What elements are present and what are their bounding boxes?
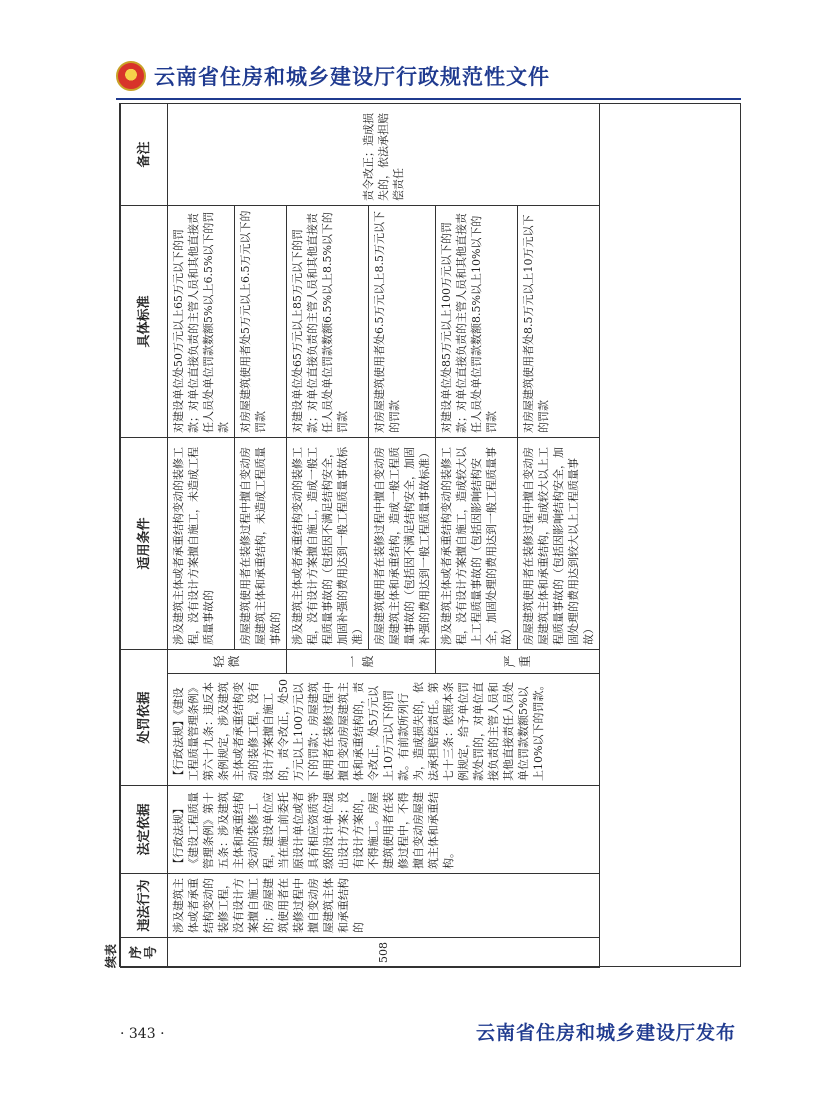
national-emblem-icon [116,61,146,91]
header-divider [116,98,741,100]
row-remark: 责令改正；造成损失的，依法承担赔偿责任 [168,103,600,205]
page-number: · 343 · [120,1026,165,1042]
level-minor: 轻微 [168,649,287,673]
header-title: 云南省住房和城乡建设厅行政规范性文件 [154,65,550,89]
standard-minor-1: 对建设单位处50万元以上65万元以下的罚款；对单位直接负责的主管人员和其他直接责任人员处单位罚款数额5%以上6.5%以下的罚款 [168,205,235,437]
col-remark: 备注 [121,103,168,205]
standard-serious-1: 对建设单位处85万元以上100万元以下的罚款；对单位直接负责的主管人员和其他直接责任人员处单位罚款数额8.5%以上10%以下的罚款 [436,205,518,437]
condition-serious-2: 房屋建筑使用者在装修过程中擅自变动房屋建筑主体和承重结构，造成较大以上工程质量事故的（包括因影响结构安全，加固处理的费用达到较大以上工程质量事故） [518,437,600,649]
standard-general-1: 对建设单位处65万元以上85万元以下的罚款；对单位直接负责的主管人员和其他直接责任人员处单位罚款数额6.5%以上8.5%以下的罚款 [287,205,369,437]
row-legal-basis: 【行政法规】《建设工程质量管理条例》第十五条：涉及建筑主体和承重结构变动的装修工程，建设单位应当在施工前委托原设计单位或者具有相应资质等级的设计单位提出设计方案；没有设计方案的，不得施工。房屋建筑使用者在装修过程中，不得擅自变动房屋建筑主体和承重结构。 [168,786,600,874]
publisher: 云南省住房和城乡建设厅发布 [475,1022,736,1044]
rotated-table-frame [104,103,741,968]
penalty-table [120,103,600,968]
col-seq: 序号 [121,938,168,968]
level-general: 一般 [287,649,436,673]
col-violation: 违法行为 [121,874,168,938]
row-seq: 508 [168,938,600,968]
rotated-page-content [104,104,742,968]
row-penalty-basis: 【行政法规】《建设工程质量管理条例》第六十九条：违反本条例规定，涉及建筑主体或者承重结构变动的装修工程，没有设计方案擅自施工的，责令改正，处50万元以上100万元以下的罚款；房屋建筑使用者在装修过程中擅自变动房屋建筑主体和承重结构的，责令改正，处5万元以上10万元以下的罚款。有前款所列行为，造成损失的，依法承担赔偿责任。第七十三条：依照本条例规定，给予单位罚款处罚的，对单位直接负责的主管人员和其他直接责任人员处单位罚款数额5%以上10%以下的罚款。 [168,674,600,786]
col-legal-basis: 法定依据 [121,786,168,874]
standard-minor-2: 对房屋建筑使用者处5万元以上6.5万元以下的罚款 [235,205,287,437]
condition-general-1: 涉及建筑主体或者承重结构变动的装修工程，没有设计方案擅自施工，造成一般工程质量事故的（包括因不满足结构安全，加固补强的费用达到一般工程质量事故标准） [287,437,369,649]
condition-serious-1: 涉及建筑主体或者承重结构变动的装修工程，没有设计方案擅自施工，造成较大以上工程质量事故的（包括因影响结构安全，加固处理的费用达到一般工程质量事故） [436,437,518,649]
standard-general-2: 对房屋建筑使用者处6.5万元以上8.5万元以下的罚款 [369,205,436,437]
condition-general-2: 房屋建筑使用者在装修过程中擅自变动房屋建筑主体和承重结构，造成一般工程质量事故的（包括因不满足结构安全，加固补强的费用达到一般工程质量事故标准） [369,437,436,649]
table-header-row [121,103,168,967]
col-condition: 适用条件 [121,437,168,649]
standard-serious-2: 对房屋建筑使用者处8.5万元以上10万元以下的罚款 [518,205,600,437]
document-header [116,56,550,96]
col-standard: 具体标准 [121,205,168,437]
condition-minor-1: 涉及建筑主体或者承重结构变动的装修工程，没有设计方案擅自施工，未造成工程质量事故的 [168,437,235,649]
continued-label: 续表 [104,943,118,968]
col-penalty-basis: 处罚依据 [121,649,168,785]
table-row [168,103,235,967]
condition-minor-2: 房屋建筑使用者在装修过程中擅自变动房屋建筑主体和承重结构，未造成工程质量事故的 [235,437,287,649]
level-serious: 严重 [436,649,600,673]
row-violation: 涉及建筑主体或者承重结构变动的装修工程，没有设计方案擅自施工的；房屋建筑使用者在装修过程中擅自变动房屋建筑主体和承重结构的 [168,874,600,938]
